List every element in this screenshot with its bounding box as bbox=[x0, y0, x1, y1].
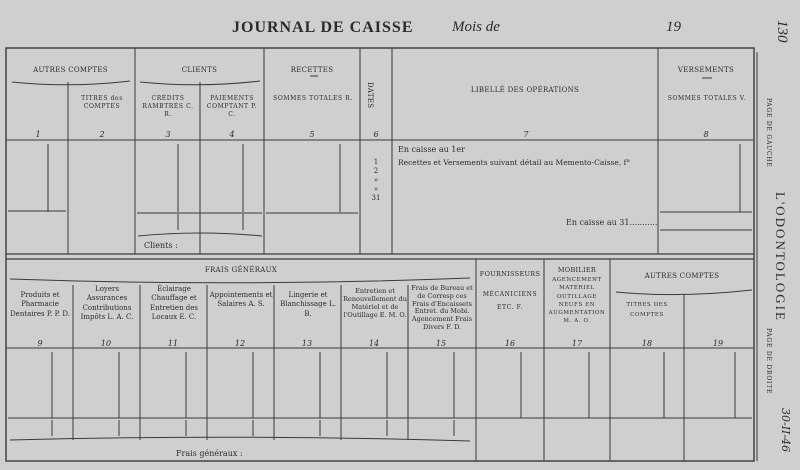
header-clients: CLIENTS bbox=[181, 66, 218, 74]
en-caisse-31: En caisse au 31........... bbox=[566, 218, 658, 227]
col-entretien: Entretien et Renouvellement du Matériel et de l'Outillage E. M. O. bbox=[343, 287, 407, 320]
subheader-sommes-r: SOMMES TOTALES R. bbox=[273, 95, 353, 102]
col-number-15: 15 bbox=[435, 339, 447, 348]
page-number: 130 bbox=[774, 20, 790, 43]
col-number-8: 8 bbox=[703, 130, 709, 139]
subheader-agencement: AGENCEMENT MATÉRIEL OUTILLAGE NEUFS EN AUGMENTATION M. A. O. bbox=[548, 277, 606, 325]
date-4: » bbox=[373, 185, 379, 193]
col-number-14: 14 bbox=[368, 339, 380, 348]
date-1: 1 bbox=[373, 158, 379, 166]
date-2: 2 bbox=[373, 167, 379, 175]
header-recettes: RECETTES bbox=[290, 66, 334, 74]
col-lingerie: Lingerie et Blanchissage L. B. bbox=[280, 291, 336, 318]
col-number-9: 9 bbox=[37, 339, 43, 348]
header-autres-comptes-bottom: AUTRES COMPTES bbox=[644, 272, 720, 280]
col-number-19: 19 bbox=[712, 339, 724, 348]
header-autres-comptes: AUTRES COMPTES bbox=[33, 66, 108, 74]
recettes-versements-line: Recettes et Versements suivant détail au Memento-Caisse, f° bbox=[398, 158, 631, 167]
col-appointements: Appointements et Salaires A. S. bbox=[209, 291, 273, 309]
col-number-18: 18 bbox=[641, 339, 653, 348]
col-number-1: 1 bbox=[35, 130, 41, 139]
month-label: Mois de bbox=[452, 19, 500, 35]
date-31: 31 bbox=[371, 194, 381, 202]
handwritten-date: 30-II-46 bbox=[779, 408, 792, 453]
journal-name: L'ODONTOLOGIE bbox=[773, 192, 788, 322]
col-eclairage: Éclairage Chauffage et Entretien des Locaux E. C. bbox=[149, 285, 199, 322]
col-number-2: 2 bbox=[99, 130, 105, 139]
date-3: » bbox=[373, 176, 379, 184]
subheader-paiements: PAIEMENTS COMPTANT P. C. bbox=[206, 95, 258, 119]
header-mobilier: MOBILIER bbox=[557, 266, 597, 274]
col-number-11: 11 bbox=[167, 339, 179, 348]
col-number-6: 6 bbox=[373, 130, 379, 139]
col-number-16: 16 bbox=[504, 339, 516, 348]
col-produits: Produits et Pharmacie Dentaires P. P. D. bbox=[10, 291, 70, 318]
subheader-titres: TITRES des COMPTES bbox=[81, 95, 123, 111]
header-versements: VERSEMENTS bbox=[677, 66, 735, 74]
header-libelle: LIBELLÉ DES OPÉRATIONS bbox=[470, 86, 580, 94]
clients-footer: Clients : bbox=[144, 241, 178, 250]
col-number-4: 4 bbox=[229, 130, 235, 139]
dates-list bbox=[364, 158, 388, 203]
col-number-5: 5 bbox=[309, 130, 315, 139]
col-number-10: 10 bbox=[100, 339, 112, 348]
subheader-credits: CRÉDITS RAMBTRÉS C. R. bbox=[142, 95, 194, 119]
header-fournisseurs: FOURNISSEURS bbox=[479, 270, 541, 278]
col-loyers: Loyers Assurances Contributions Impôts L. A. C. bbox=[80, 285, 134, 322]
subheader-sommes-v: SOMMES TOTALES V. bbox=[667, 95, 747, 102]
col-number-12: 12 bbox=[234, 339, 246, 348]
frais-generaux-footer: Frais généraux : bbox=[176, 449, 243, 458]
col-number-13: 13 bbox=[301, 339, 313, 348]
subheader-mecaniciens: MÉCANICIENS ETC. F. bbox=[482, 291, 538, 312]
year-label: 19 bbox=[666, 19, 681, 35]
header-dates: DATES bbox=[366, 82, 374, 109]
en-caisse-first: En caisse au 1er bbox=[398, 145, 465, 154]
page-title: JOURNAL DE CAISSE bbox=[232, 19, 414, 36]
col-number-7: 7 bbox=[523, 130, 529, 139]
page-de-droite-label: PAGE DE DROITE bbox=[765, 328, 772, 395]
subheader-titres-bottom: TITRES DES COMPTES bbox=[626, 302, 668, 318]
col-number-3: 3 bbox=[165, 130, 171, 139]
col-number-17: 17 bbox=[571, 339, 583, 348]
header-frais-generaux: FRAIS GÉNÉRAUX bbox=[204, 266, 278, 274]
page-de-gauche-label: PAGE DE GAUCHE bbox=[765, 98, 772, 168]
col-frais-bureau: Frais de Bureau et de Corresp ces Frais d'Encaissets Entret. du Mobi. Agencement Frais Divers F. D. bbox=[411, 284, 473, 331]
